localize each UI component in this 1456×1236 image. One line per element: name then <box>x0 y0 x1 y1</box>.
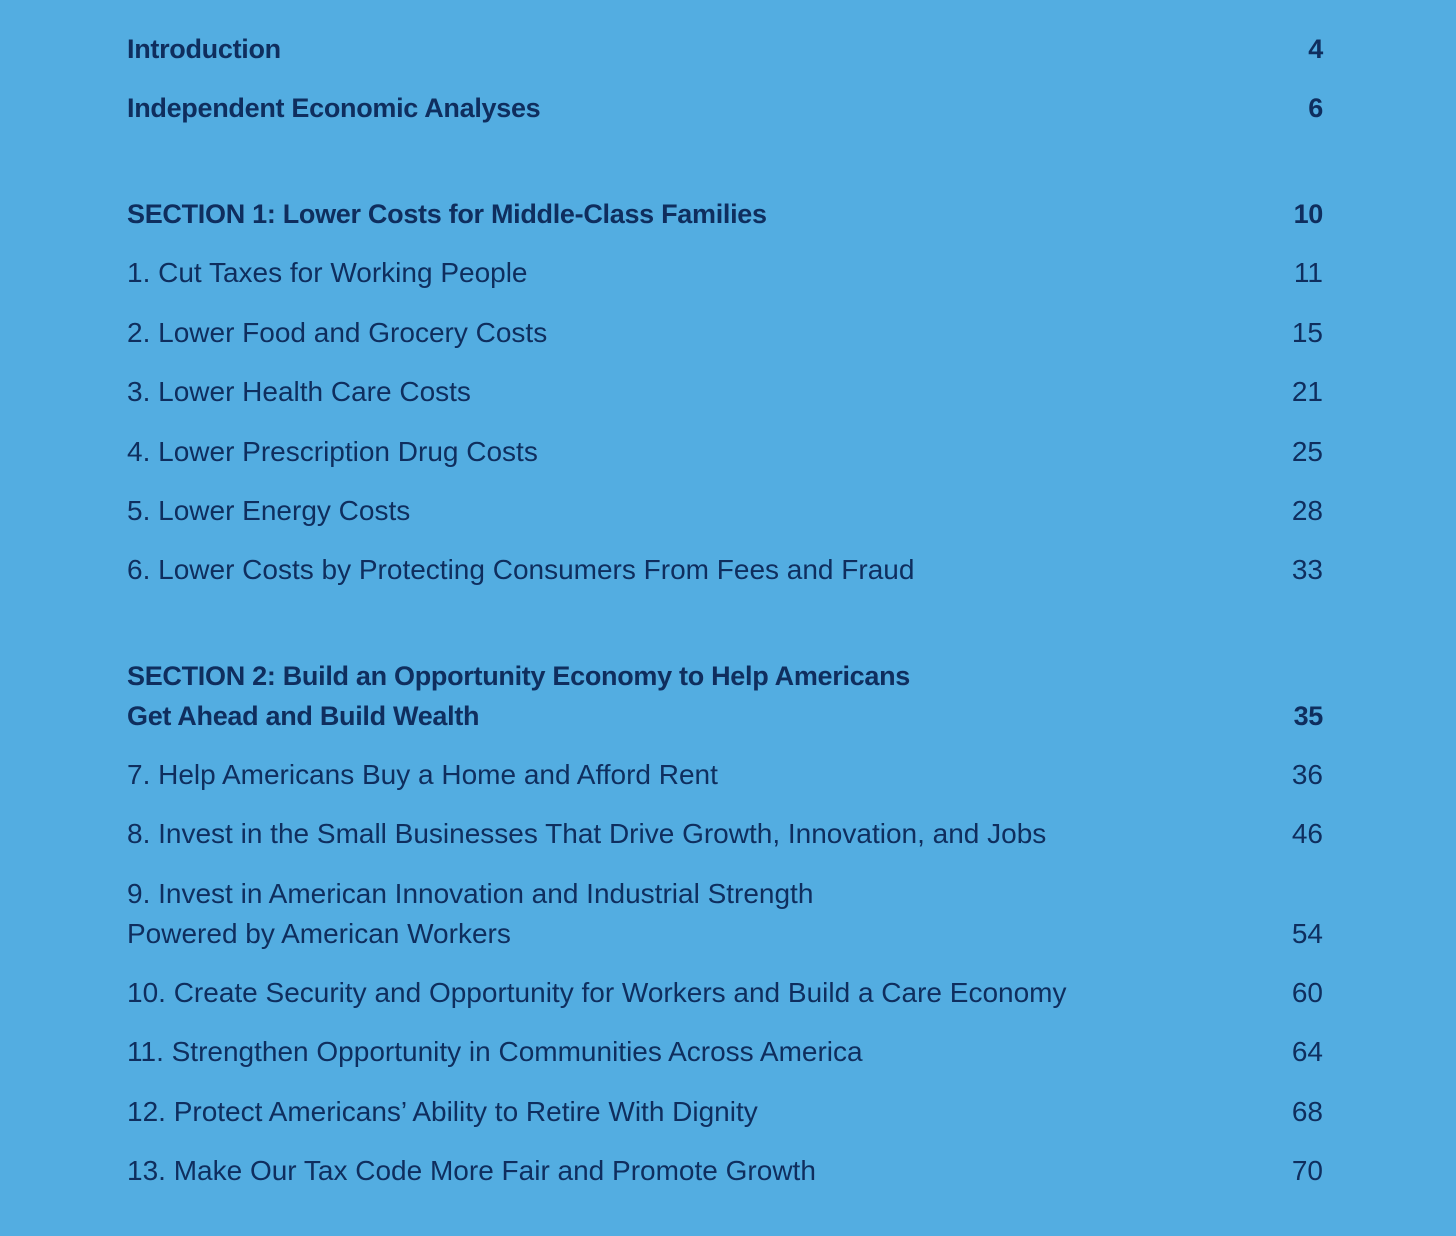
toc-entry-title: 6. Lower Costs by Protecting Consumers From Fees and Fraud <box>127 554 915 585</box>
toc-entry-title: Independent Economic Analyses <box>127 93 541 123</box>
toc-entry-title-line1: 9. Invest in American Innovation and Industrial Strength <box>127 878 814 909</box>
toc-entry[interactable] <box>127 874 1323 956</box>
toc-entry-title-line2: Powered by American Workers <box>127 918 511 949</box>
toc-entry-page: 28 <box>1291 495 1323 526</box>
toc-entry-title: 4. Lower Prescription Drug Costs <box>127 436 538 467</box>
toc-entry-page: 36 <box>1291 759 1323 790</box>
section-2-heading[interactable] <box>127 656 1323 738</box>
section-title-line1: SECTION 2: Build an Opportunity Economy to Help Americans <box>127 661 910 691</box>
toc-entry-title: 13. Make Our Tax Code More Fair and Promote Growth <box>127 1155 816 1186</box>
toc-entry-page: 46 <box>1291 818 1323 849</box>
toc-entry-page: 11 <box>1293 257 1323 288</box>
section-title: SECTION 1: Lower Costs for Middle-Class Families <box>127 199 767 229</box>
toc-entry-page: 4 <box>1308 34 1323 64</box>
toc-entry-page: 6 <box>1308 93 1323 123</box>
toc-entry[interactable] <box>127 432 1323 474</box>
toc-entry-page: 70 <box>1291 1155 1323 1186</box>
toc-entry-page: 68 <box>1291 1096 1323 1127</box>
toc-entry[interactable] <box>127 973 1323 1015</box>
toc-entry[interactable] <box>127 253 1323 295</box>
toc-entry[interactable] <box>127 491 1323 533</box>
toc-entry-page: 60 <box>1291 977 1323 1008</box>
toc-entry[interactable] <box>127 313 1323 355</box>
toc-entry[interactable] <box>127 1151 1323 1193</box>
toc-entry-title: 5. Lower Energy Costs <box>127 495 411 526</box>
toc-entry-title: 11. Strengthen Opportunity in Communities Across America <box>127 1036 863 1067</box>
toc-entry-title: 7. Help Americans Buy a Home and Afford Rent <box>127 759 718 790</box>
toc-entry-page: 21 <box>1291 376 1323 407</box>
toc-entry[interactable] <box>127 1032 1323 1074</box>
toc-entry[interactable] <box>127 814 1323 856</box>
toc-entry-title: 10. Create Security and Opportunity for Workers and Build a Care Economy <box>127 977 1067 1008</box>
section-page: 35 <box>1293 701 1323 731</box>
section-page: 10 <box>1293 199 1323 229</box>
section-1-heading[interactable] <box>127 194 1323 236</box>
toc-entry-introduction[interactable] <box>127 29 1323 71</box>
toc-entry[interactable] <box>127 755 1323 797</box>
toc-entry-page: 64 <box>1291 1036 1323 1067</box>
toc-entry-title: 1. Cut Taxes for Working People <box>127 257 528 288</box>
toc-entry[interactable] <box>127 1092 1323 1134</box>
toc-entry[interactable] <box>127 372 1323 414</box>
toc-entry-title: 12. Protect Americans’ Ability to Retire With Dignity <box>127 1096 758 1127</box>
toc-entry-title: Introduction <box>127 34 281 64</box>
toc-entry-independent-economic-analyses[interactable] <box>127 88 1323 130</box>
section-title-line2: Get Ahead and Build Wealth <box>127 701 480 731</box>
toc-entry-page: 54 <box>1291 918 1323 949</box>
toc-entry-page: 15 <box>1291 317 1323 348</box>
toc-entry-title: 2. Lower Food and Grocery Costs <box>127 317 548 348</box>
toc-entry-title: 3. Lower Health Care Costs <box>127 376 471 407</box>
toc-entry-page: 25 <box>1291 436 1323 467</box>
toc-entry-page: 33 <box>1291 554 1323 585</box>
toc-entry-title: 8. Invest in the Small Businesses That Drive Growth, Innovation, and Jobs <box>127 818 1047 849</box>
toc-entry[interactable] <box>127 550 1323 592</box>
